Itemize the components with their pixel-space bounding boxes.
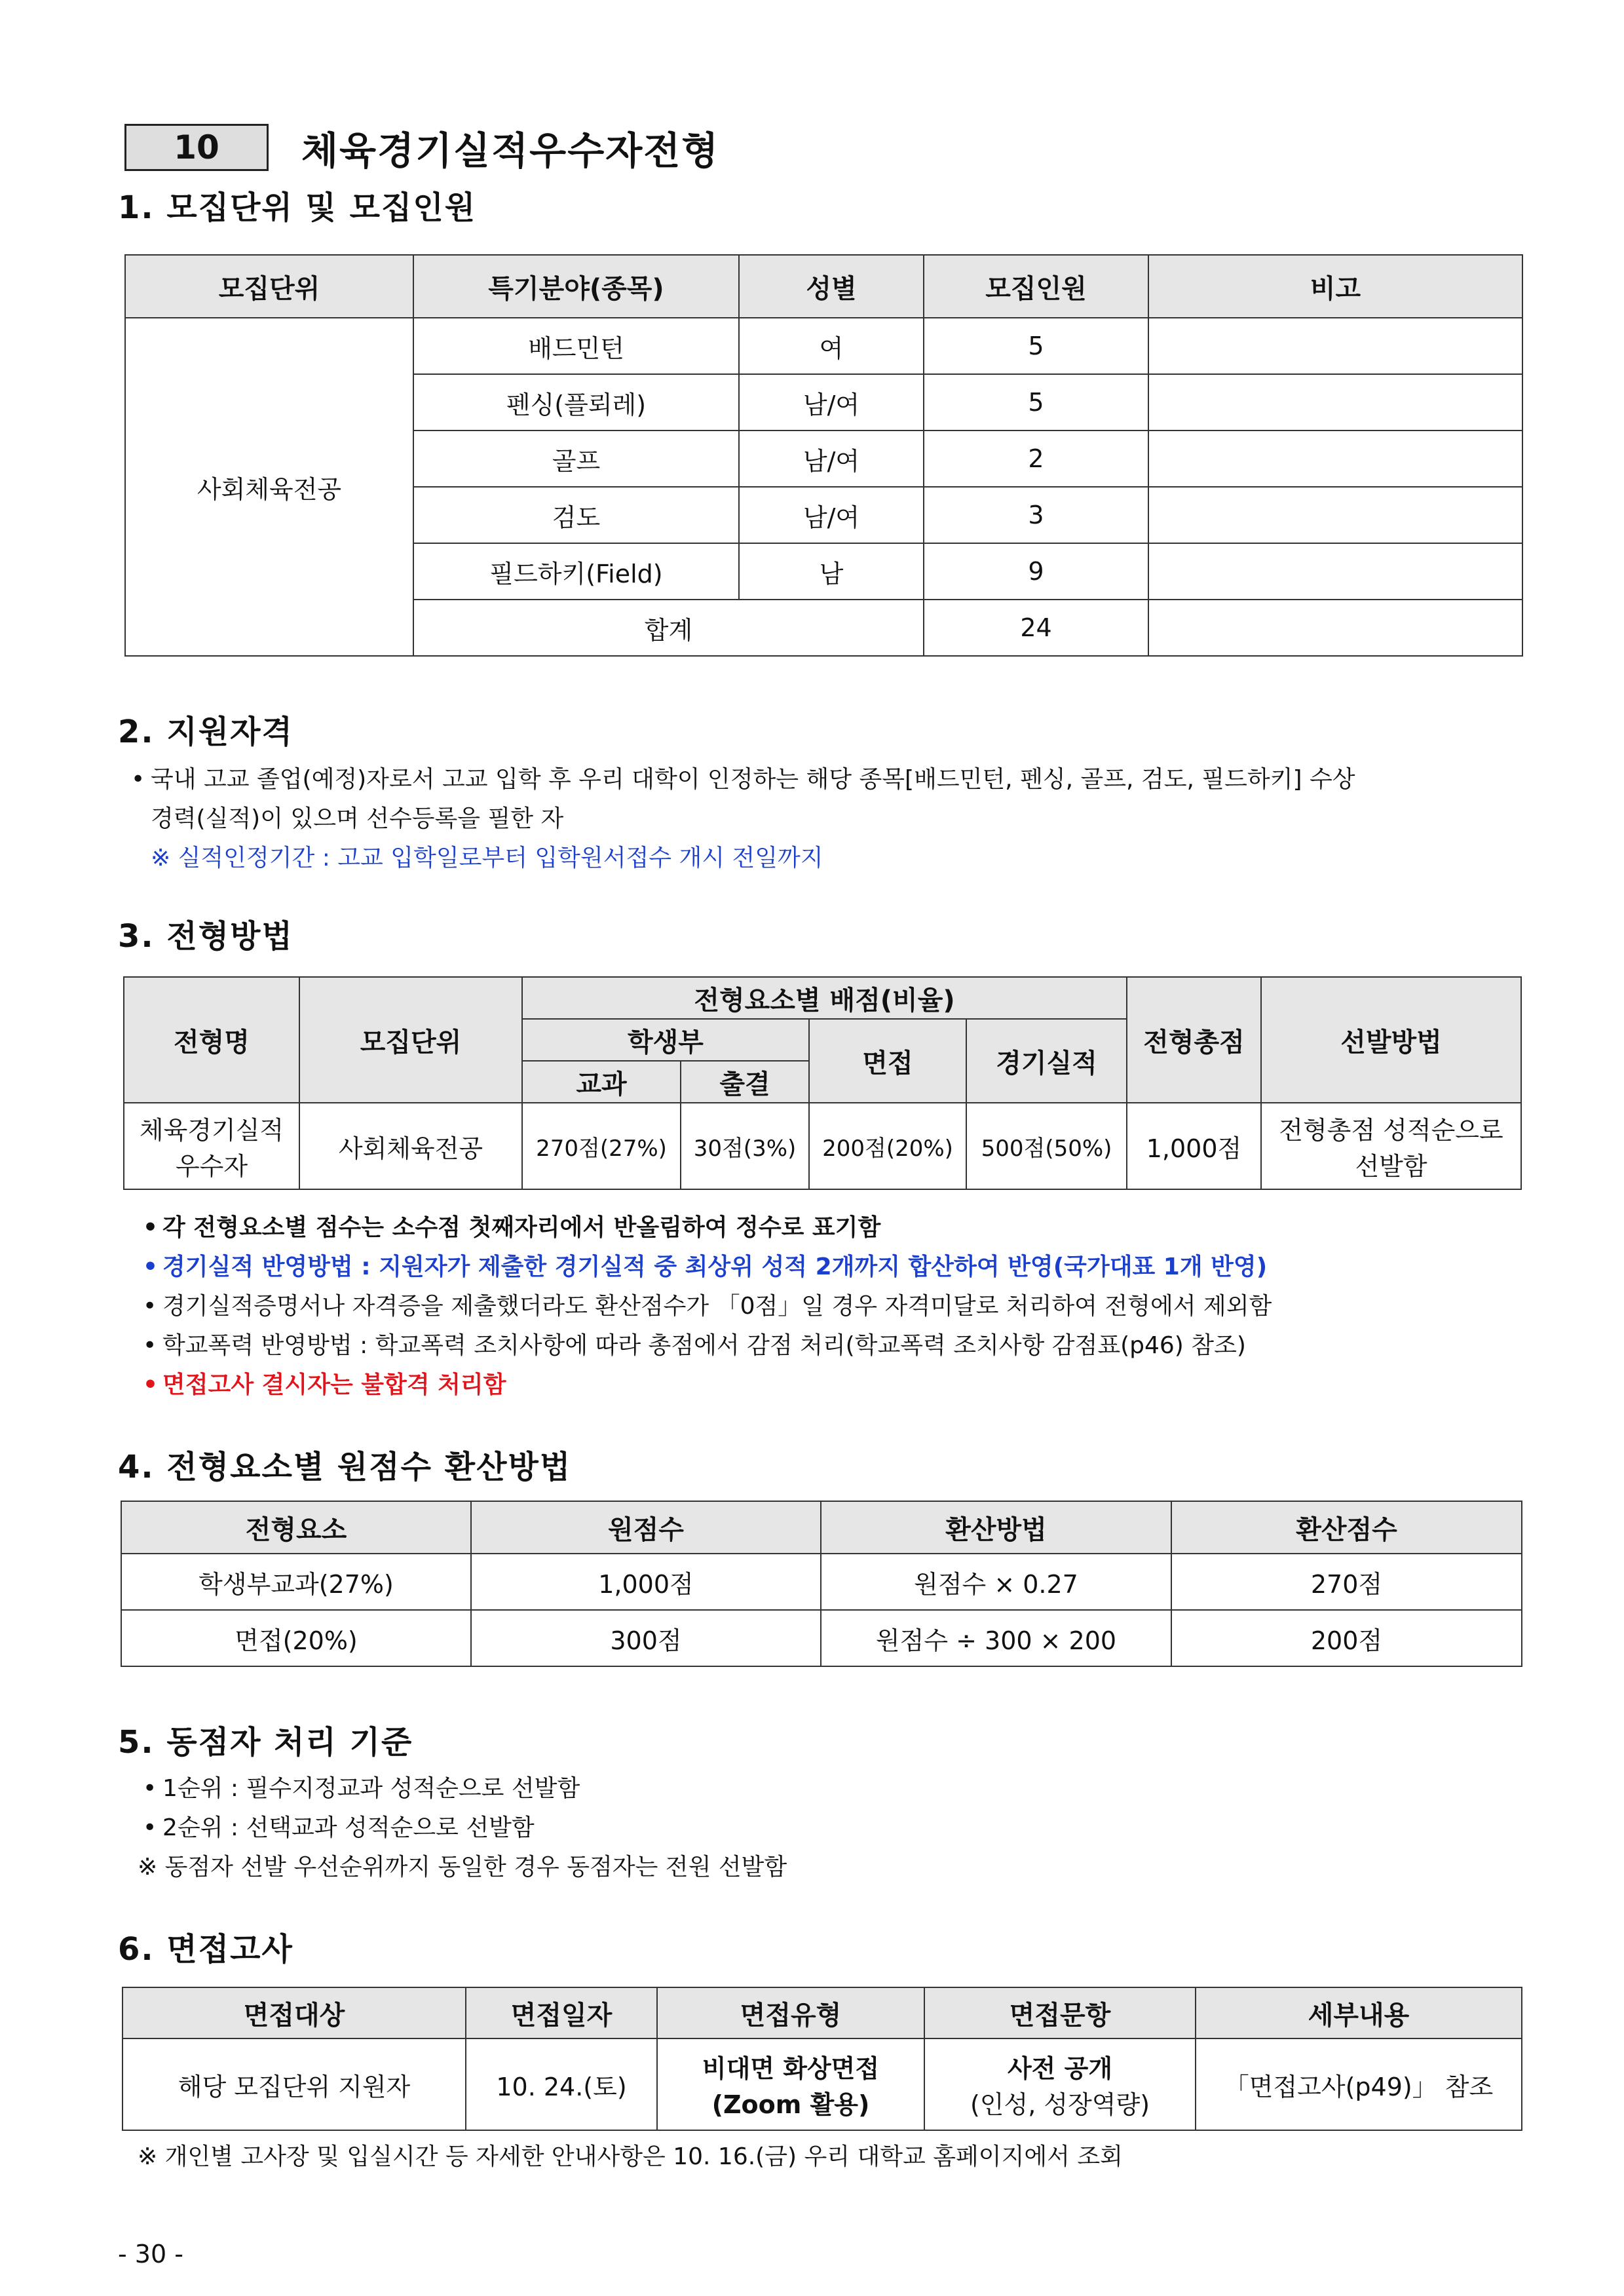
header-count: 모집인원 [924, 255, 1148, 318]
total-note [1148, 600, 1522, 656]
gender-cell: 남 [739, 543, 924, 600]
chapter-number: 10 [124, 124, 269, 171]
note-rounding: • 각 전형요소별 점수는 소수점 첫째자리에서 반올림하여 정수로 표기함 [162, 1208, 880, 1248]
header-subject: 교과 [522, 1061, 681, 1103]
eligibility-line-1: • 국내 고교 졸업(예정)자로서 고교 입학 후 우리 대학이 인정하는 해당 종목[배드민턴, 펜싱, 골프, 검도, 필드하키] 수상 [151, 760, 1355, 799]
header-student-record: 학생부 [522, 1019, 809, 1061]
recruitment-table [124, 254, 1523, 657]
section-title-5: 5. 동점자 처리 기준 [118, 1724, 413, 1761]
tiebreak-note: ※ 동점자 선발 우선순위까지 동일한 경우 동점자는 전원 선발함 [138, 1854, 787, 1881]
header-element: 전형요소 [121, 1501, 471, 1554]
header-score-group: 전형요소별 배점(비율) [522, 977, 1127, 1019]
interview-note: ※ 개인별 고사장 및 입실시간 등 자세한 안내사항은 10. 16.(금) 우리 대학교 홈페이지에서 조회 [138, 2143, 1123, 2170]
table-row [124, 1103, 1521, 1189]
count-cell: 5 [924, 318, 1148, 374]
gender-cell: 남/여 [739, 430, 924, 487]
total-count: 24 [924, 600, 1148, 656]
header-method: 환산방법 [821, 1501, 1171, 1554]
page-number: - 30 - [118, 2240, 183, 2268]
note-cell [1148, 430, 1522, 487]
field-cell: 배드민턴 [413, 318, 739, 374]
questions-line-2: (인성, 성장역량) [970, 2090, 1150, 2119]
header-field: 특기분야(종목) [413, 255, 739, 318]
section-title-4: 4. 전형요소별 원점수 환산방법 [118, 1449, 572, 1485]
subject-cell: 270점(27%) [522, 1103, 681, 1189]
chapter-heading [124, 121, 719, 174]
select-line-1: 전형총점 성적순으로 [1279, 1116, 1503, 1145]
note-performance: • 경기실적 반영방법 : 지원자가 제출한 경기실적 중 최상위 성적 2개까지 합산하여 반영(국가대표 1개 반영) [162, 1248, 1267, 1287]
raw-cell: 1,000점 [471, 1554, 821, 1610]
element-cell: 학생부교과(27%) [121, 1554, 471, 1610]
table-row [125, 318, 1522, 374]
date-cell: 10. 24.(토) [466, 2038, 657, 2130]
select-cell [1261, 1103, 1521, 1189]
interview-cell: 200점(20%) [809, 1103, 966, 1189]
total-label: 합계 [413, 600, 924, 656]
gender-cell: 남/여 [739, 487, 924, 543]
conversion-table [121, 1501, 1522, 1667]
header-date: 면접일자 [466, 1987, 657, 2038]
header-note: 비고 [1148, 255, 1522, 318]
count-cell: 5 [924, 374, 1148, 430]
selection-method-table [123, 976, 1522, 1190]
name-cell [124, 1103, 299, 1189]
header-performance: 경기실적 [966, 1019, 1127, 1103]
name-line-2: 우수자 [175, 1152, 248, 1181]
element-cell: 면접(20%) [121, 1610, 471, 1666]
count-cell: 3 [924, 487, 1148, 543]
interview-table [122, 1987, 1522, 2131]
header-total: 전형총점 [1127, 977, 1261, 1103]
eligibility-note: ※ 실적인정기간 : 고교 입학일로부터 입학원서접수 개시 전일까지 [151, 845, 823, 871]
field-cell: 펜싱(플뢰레) [413, 374, 739, 430]
note-cell [1148, 318, 1522, 374]
note-school-violence: • 학교폭력 반영방법 : 학교폭력 조치사항에 따라 총점에서 감점 처리(학교폭력 조치사항 감점표(p46) 참조) [162, 1326, 1246, 1366]
header-type: 면접유형 [657, 1987, 924, 2038]
chapter-title: 체육경기실적우수자전형 [301, 128, 720, 173]
note-absence: • 면접고사 결시자는 불합격 처리함 [162, 1366, 506, 1405]
target-cell: 해당 모집단위 지원자 [123, 2038, 466, 2130]
performance-cell: 500점(50%) [966, 1103, 1127, 1189]
header-target: 면접대상 [123, 1987, 466, 2038]
header-gender: 성별 [739, 255, 924, 318]
select-line-2: 선발함 [1355, 1152, 1427, 1181]
method-cell: 원점수 × 0.27 [821, 1554, 1171, 1610]
count-cell: 9 [924, 543, 1148, 600]
total-cell: 1,000점 [1127, 1103, 1261, 1189]
method-cell: 원점수 ÷ 300 × 200 [821, 1610, 1171, 1666]
unit-cell: 사회체육전공 [125, 318, 413, 656]
converted-cell: 270점 [1171, 1554, 1522, 1610]
section-title-2: 2. 지원자격 [118, 714, 293, 750]
raw-cell: 300점 [471, 1610, 821, 1666]
details-cell: 「면접고사(p49)」 참조 [1196, 2038, 1522, 2130]
type-cell [657, 2038, 924, 2130]
table-row [123, 2038, 1522, 2130]
gender-cell: 여 [739, 318, 924, 374]
questions-cell [924, 2038, 1196, 2130]
header-attendance: 출결 [681, 1061, 809, 1103]
field-cell: 골프 [413, 430, 739, 487]
converted-cell: 200점 [1171, 1610, 1522, 1666]
header-raw: 원점수 [471, 1501, 821, 1554]
gender-cell: 남/여 [739, 374, 924, 430]
note-cell [1148, 543, 1522, 600]
type-line-1: 비대면 화상면접 [702, 2054, 880, 2083]
table-row [121, 1610, 1522, 1666]
header-unit: 모집단위 [125, 255, 413, 318]
field-cell: 검도 [413, 487, 739, 543]
header-questions: 면접문항 [924, 1987, 1196, 2038]
header-interview: 면접 [809, 1019, 966, 1103]
unit-cell: 사회체육전공 [299, 1103, 522, 1189]
type-line-2: (Zoom 활용) [711, 2090, 870, 2119]
header-details: 세부내용 [1196, 1987, 1522, 2038]
attendance-cell: 30점(3%) [681, 1103, 809, 1189]
header-converted: 환산점수 [1171, 1501, 1522, 1554]
tiebreak-item-1: • 1순위 : 필수지정교과 성적순으로 선발함 [162, 1769, 580, 1808]
section-title-1: 1. 모집단위 및 모집인원 [118, 189, 477, 226]
note-cell [1148, 374, 1522, 430]
tiebreak-item-2: • 2순위 : 선택교과 성적순으로 선발함 [162, 1808, 535, 1848]
name-line-1: 체육경기실적 [139, 1116, 284, 1145]
section-title-6: 6. 면접고사 [118, 1931, 293, 1968]
header-select: 선발방법 [1261, 977, 1521, 1103]
questions-line-1: 사전 공개 [1007, 2054, 1113, 2083]
header-unit: 모집단위 [299, 977, 522, 1103]
note-cell [1148, 487, 1522, 543]
count-cell: 2 [924, 430, 1148, 487]
eligibility-line-2: 경력(실적)이 있으며 선수등록을 필한 자 [151, 805, 564, 832]
field-cell: 필드하키(Field) [413, 543, 739, 600]
section-title-3: 3. 전형방법 [118, 918, 293, 955]
header-name: 전형명 [124, 977, 299, 1103]
note-zero-score: • 경기실적증명서나 자격증을 제출했더라도 환산점수가 「0점」일 경우 자격미달로 처리하여 전형에서 제외함 [162, 1287, 1272, 1326]
table-row [121, 1554, 1522, 1610]
